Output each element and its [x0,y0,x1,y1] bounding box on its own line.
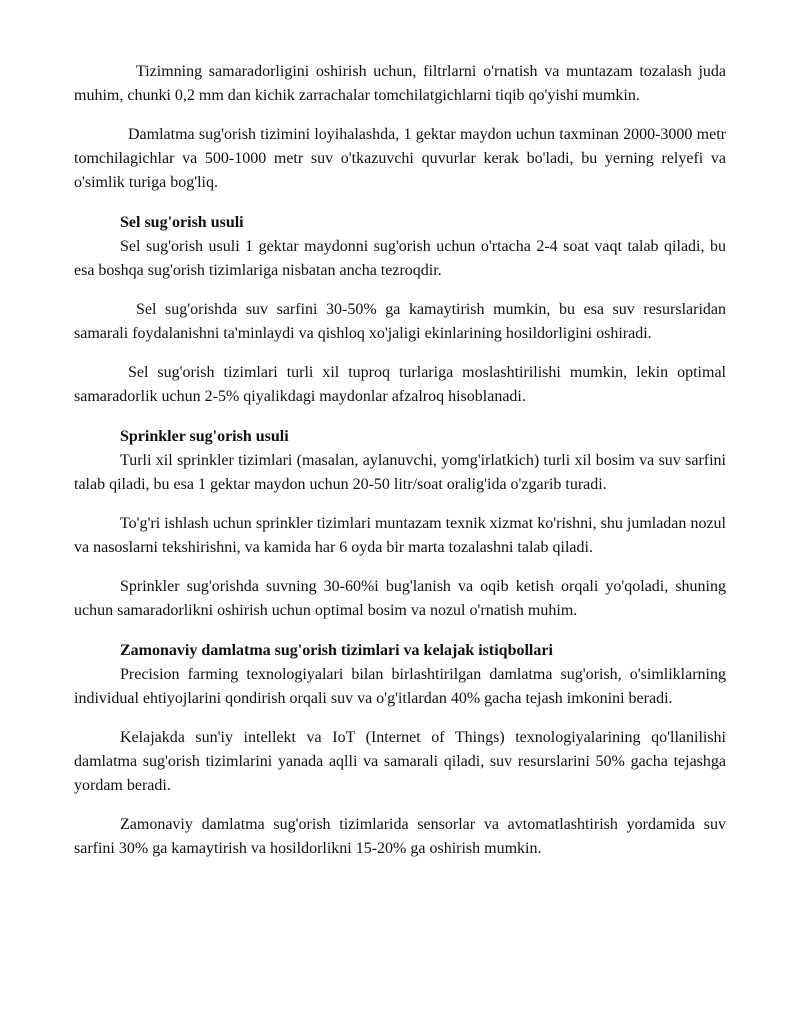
paragraph-sensors: Zamonaviy damlatma sug'orish tizimlarida sensorlar va avtomatlashtirish yordamida suv sarfini 30% ga kamaytirish va hosildorlikni 15-20% ga oshirish mumkin. [74,816,726,857]
paragraph-drip-design: Damlatma sug'orish tizimini loyihalashda, 1 gektar maydon uchun taxminan 2000-3000 metr tomchilagichlar va 500-1000 metr suv o'tkazuvchi quvurlar kerak bo'ladi, bu yerning relyefi va o'simlik turiga bog'liq. [74,126,726,191]
paragraph-sprinkler-losses: Sprinkler sug'orishda suvning 30-60%i bug'lanish va oqib ketish orqali yo'qoladi, shuning uchun samaradorlikni oshirish uchun optimal bosim va nozul o'rnatish muhim. [74,578,726,619]
heading-modern-drip: Zamonaviy damlatma sug'orish tizimlari va kelajak istiqbollari [120,642,553,659]
document-page [74,60,726,861]
paragraph-sprinkler-types: Turli xil sprinkler tizimlari (masalan, aylanuvchi, yomg'irlatkich) turli xil bosim va suv sarfini talab qiladi, bu esa 1 gektar maydon uchun 20-50 litr/soat oralig'ida o'zgarib turadi. [74,452,726,493]
paragraph-sel-time: Sel sug'orish usuli 1 gektar maydonni sug'orish uchun o'rtacha 2-4 soat vaqt talab qiladi, bu esa boshqa sug'orish tizimlariga nisbatan ancha tezroqdir. [74,238,726,279]
paragraph-filters: Tizimning samaradorligini oshirish uchun, filtrlarni o'rnatish va muntazam tozalash juda muhim, chunki 0,2 mm dan kichik zarrachalar tomchilatgichlarni tiqib qo'yishi mumkin. [74,63,726,104]
paragraph-sprinkler-maintenance: To'g'ri ishlash uchun sprinkler tizimlari muntazam texnik xizmat ko'rishni, shu jumladan nozul va nasoslarni tekshirishni, va kamida har 6 oyda bir marta tozalashni talab qiladi. [74,515,726,556]
paragraph-sel-soil: Sel sug'orish tizimlari turli xil tuproq turlariga moslashtirilishi mumkin, lekin optimal samaradorlik uchun 2-5% qiyalikdagi maydonlar afzalroq hisoblanadi. [74,364,726,405]
paragraph-ai-iot: Kelajakda sun'iy intellekt va IoT (Internet of Things) texnologiyalarining qo'llanilishi damlatma sug'orish tizimlarini yanada aqlli va samarali qiladi, suv resurslarini 50% gacha tejashga yordam beradi. [74,729,726,794]
paragraph-precision-farming: Precision farming texnologiyalari bilan birlashtirilgan damlatma sug'orish, o'simliklarning individual ehtiyojlarini qondirish orqali suv va o'g'itlardan 40% gacha tejash imkonini beradi. [74,666,726,707]
heading-sprinkler-irrigation: Sprinkler sug'orish usuli [120,428,289,445]
heading-sel-irrigation: Sel sug'orish usuli [120,214,244,231]
paragraph-sel-water-saving: Sel sug'orishda suv sarfini 30-50% ga kamaytirish mumkin, bu esa suv resurslaridan samarali foydalanishni ta'minlaydi va qishloq xo'jaligi ekinlarining hosildorligini oshiradi. [74,301,726,342]
